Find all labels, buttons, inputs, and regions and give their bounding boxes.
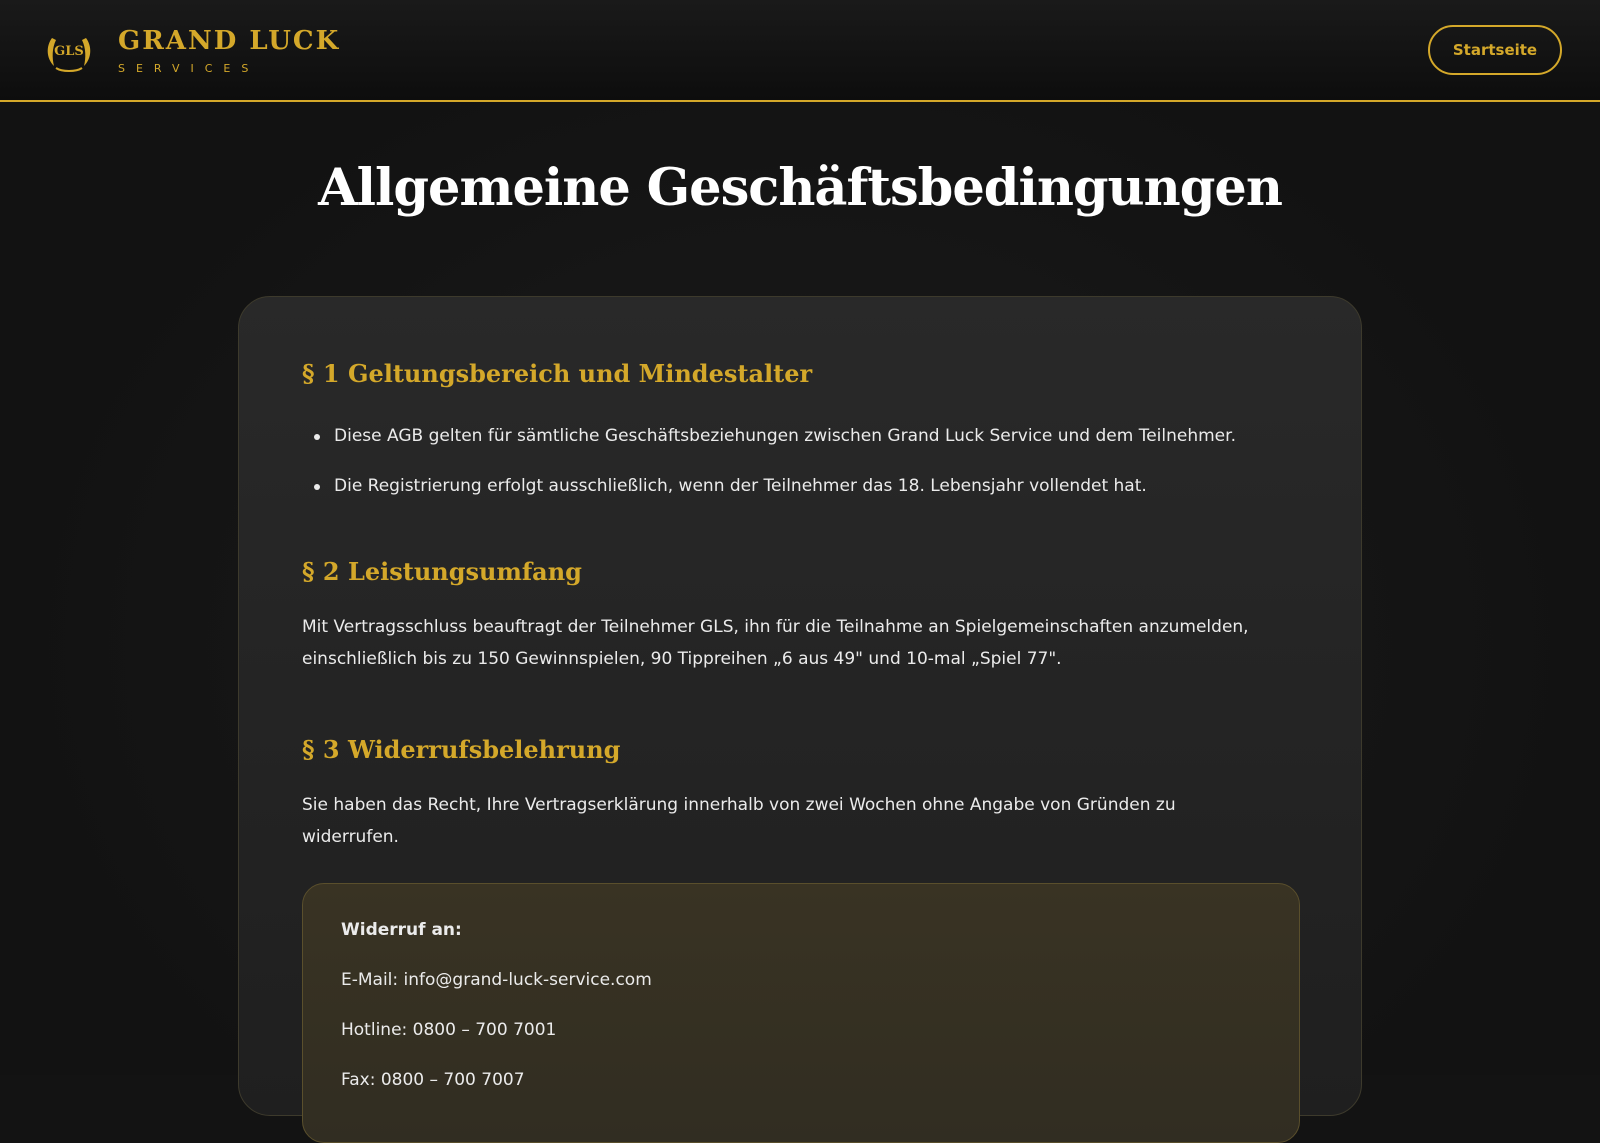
contact-fax: Fax: 0800 – 700 7007 [341, 1070, 525, 1090]
home-button[interactable]: Startseite [1428, 25, 1562, 75]
section-2-title: § 2 Leistungsumfang [302, 557, 582, 586]
paragraph-line: einschließlich bis zu 150 Gewinnspielen, 90 Tippreihen „6 aus 49" und 10-mal „Spiel 77". [302, 649, 1062, 669]
page-title: Allgemeine Geschäftsbedingungen [318, 158, 1282, 218]
logo-mark-text: GLS [54, 44, 84, 59]
section-2-text [302, 611, 1302, 675]
list-item: Diese AGB gelten für sämtliche Geschäftsbeziehungen zwischen Grand Luck Service und dem Teilnehmer. [302, 423, 1302, 449]
brand-logo[interactable] [44, 26, 340, 76]
section-3-title: § 3 Widerrufsbelehrung [302, 735, 621, 764]
brand-name: GRAND LUCK [118, 26, 341, 56]
contact-hotline[interactable]: Hotline: 0800 – 700 7001 [341, 1020, 557, 1040]
terms-card [238, 296, 1362, 1116]
paragraph-line: Mit Vertragsschluss beauftragt der Teilnehmer GLS, ihn für die Teilnahme an Spielgemeinschaften anzumelden, [302, 617, 1249, 637]
laurel-logo-icon [44, 28, 94, 74]
contact-email[interactable]: E-Mail: info@grand-luck-service.com [341, 970, 652, 990]
paragraph-line: Sie haben das Recht, Ihre Vertragserklärung innerhalb von zwei Wochen ohne Angabe von Gründen zu [302, 795, 1176, 815]
widerruf-contact-box [302, 883, 1300, 1143]
paragraph-line: widerrufen. [302, 827, 399, 847]
top-navigation-bar [0, 0, 1600, 102]
section-3-text [302, 789, 1302, 853]
widerruf-heading: Widerruf an: [341, 920, 462, 940]
section-1-list [302, 423, 1302, 523]
section-1-title: § 1 Geltungsbereich und Mindestalter [302, 359, 813, 388]
list-item: Die Registrierung erfolgt ausschließlich, wenn der Teilnehmer das 18. Lebensjahr vollendet hat. [302, 473, 1302, 499]
brand-subtitle: SERVICES [118, 62, 260, 75]
